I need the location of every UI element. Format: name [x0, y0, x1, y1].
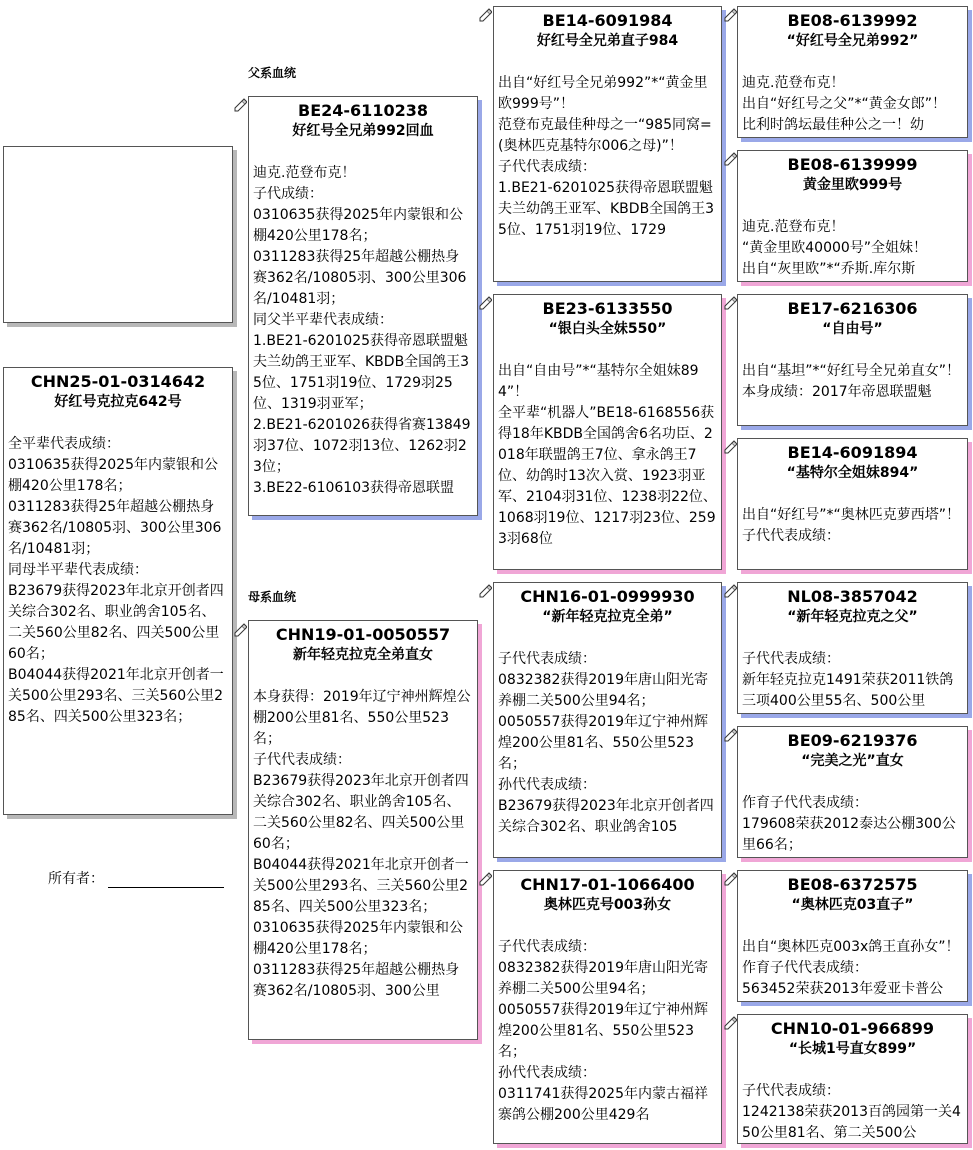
dss-card[interactable] — [737, 582, 968, 714]
dds-name: “奥林匹克03直子” — [791, 897, 914, 913]
dam-ring-number: CHN19-01-0050557 — [275, 625, 451, 644]
dss-description: 子代代表成绩： 新年轻克拉克1491荣获2011铁鸽三项400公里55名、500公里 — [742, 651, 954, 709]
ss-description: 出自“好红号全兄弟992”*“黄金里欧999号”！ 范登布克最佳种母之一“985同窝=(奥林匹克基特尔006之母)”！ 子代代表成绩： 1.BE21-6201025获得帝恩联盟魁夫兰幼鸽王亚军、KBDB全国鸽王35位、1751羽19位、1729 — [498, 75, 715, 238]
dss-name: “新年轻克拉克之父” — [787, 609, 918, 625]
subject-name: 好红号克拉克642号 — [54, 394, 182, 410]
ss-name: 好红号全兄弟直子984 — [536, 33, 679, 49]
sire-ring-number: BE24-6110238 — [298, 101, 428, 120]
sss-name: “好红号全兄弟992” — [786, 33, 919, 49]
dsd-name: “完美之光”直女 — [801, 753, 904, 769]
ddd-ring-number: CHN10-01-966899 — [770, 1019, 935, 1038]
subject-ring-number: CHN25-01-0314642 — [30, 372, 206, 391]
subject-card[interactable] — [3, 367, 233, 815]
edit-pencil-icon[interactable] — [233, 623, 247, 637]
edit-pencil-icon[interactable] — [723, 152, 737, 166]
sd-name: “银白头全妹550” — [548, 321, 667, 337]
sire-card[interactable] — [248, 96, 478, 516]
ssd-name: 黄金里欧999号 — [802, 177, 903, 193]
ss-ring-number: BE14-6091984 — [542, 11, 673, 30]
edit-pencil-icon[interactable] — [723, 1016, 737, 1030]
ddd-name: “长城1号直女899” — [788, 1041, 917, 1057]
ssd-card[interactable] — [737, 150, 968, 282]
owner-signature-line[interactable] — [108, 875, 224, 888]
ssd-description: 迪克.范登布克！ “黄金里欧40000号”全姐妹！ 出自“灰里欧”*“乔斯.库尔斯 — [742, 219, 928, 277]
owner-field — [48, 868, 224, 888]
dds-description: 出自“奥林匹克003x鸽王直孙女”！作育子代代表成绩： 563452荣获2013年爱亚卡普公 — [742, 939, 960, 997]
sire-description: 迪克.范登布克！ 子代成绩： 0310635获得2025年内蒙银和公棚420公里178名； 0311283获得25年超越公棚热身赛362名/10805羽、300公里306名/10481羽； 同父半平辈代表成绩： 1.BE21-6201025获得帝恩联盟魁夫兰幼鸽王亚军、KBDB全国鸽王35位、1751羽19位、1729羽25位、1319羽亚军； 2.BE21-6201026获得省赛13849羽37位、1072羽13位、1262羽23位； 3.BE22-6106103获得帝恩联盟 — [253, 165, 471, 496]
edit-pencil-icon[interactable] — [723, 728, 737, 742]
dd-ring-number: CHN17-01-1066400 — [520, 875, 695, 894]
sdd-name: “基特尔全姐妹894” — [786, 465, 919, 481]
edit-pencil-icon[interactable] — [478, 296, 492, 310]
owner-label: 所有者： — [48, 871, 104, 887]
sire-dam-card[interactable] — [493, 294, 722, 570]
ds-name: “新年轻克拉克全弟” — [542, 609, 673, 625]
sire-sire-card[interactable] — [493, 6, 722, 282]
ds-ring-number: CHN16-01-0999930 — [520, 587, 695, 606]
sss-ring-number: BE08-6139992 — [787, 11, 918, 30]
sdd-ring-number: BE14-6091894 — [787, 443, 918, 462]
edit-pencil-icon[interactable] — [723, 872, 737, 886]
edit-pencil-icon[interactable] — [233, 98, 247, 112]
dam-description: 本身获得：2019年辽宁神州辉煌公棚200公里81名、550公里523名； 子代代表成绩： B23679获得2023年北京开创者四关综合302名、职业鸽舍105名、二关560公里82名、四关500公里60名； B04044获得2021年北京开创者一关500公里293名、三关560公里285名、四关500公里323名； 0310635获得2025年内蒙银和公棚420公里178名； 0311283获得25年超越公棚热身赛362名/10805羽、300公里 — [253, 689, 471, 999]
sds-name: “自由号” — [822, 321, 883, 337]
sdd-description: 出自“好红号”*“奥林匹克萝西塔”！ 子代代表成绩： — [742, 507, 961, 544]
dsd-ring-number: BE09-6219376 — [787, 731, 918, 750]
edit-pencil-icon[interactable] — [723, 8, 737, 22]
edit-pencil-icon[interactable] — [478, 8, 492, 22]
dam-card[interactable] — [248, 620, 478, 1040]
sd-ring-number: BE23-6133550 — [542, 299, 673, 318]
dd-name: 奥林匹克号003孙女 — [543, 897, 672, 913]
dds-card[interactable] — [737, 870, 968, 1002]
edit-pencil-icon[interactable] — [723, 584, 737, 598]
dam-dam-card[interactable] — [493, 870, 722, 1144]
mother-line-label: 母系血统 — [248, 590, 297, 604]
ds-description: 子代代表成绩： 0832382获得2019年唐山阳光寄养棚二关500公里94名； 0050557获得2019年辽宁神州辉煌200公里81名、550公里523名； 孙代代表成绩： B23679获得2023年北京开创者四关综合302名、职业鸽舍105 — [498, 651, 714, 835]
sds-card[interactable] — [737, 294, 968, 426]
subject-description: 全平辈代表成绩： 0310635获得2025年内蒙银和公棚420公里178名； 0311283获得25年超越公棚热身赛362名/10805羽、300公里306名/10481羽； 同母半平辈代表成绩： B23679获得2023年北京开创者四关综合302名、职业鸽舍105名、二关560公里82名、四关500公里60名； B04044获得2021年北京开创者一关500公里293名、三关560公里285名、四关500公里323名； — [8, 436, 224, 725]
sire-name: 好红号全兄弟992回血 — [292, 123, 434, 139]
dds-ring-number: BE08-6372575 — [787, 875, 918, 894]
ddd-description: 子代代表成绩： 1242138荣获2013百鸽园第一关450公里81名、第二关500公 — [742, 1083, 961, 1141]
dsd-description: 作育子代代表成绩： 179608荣获2012泰达公棚300公里66名； — [742, 795, 956, 853]
ddd-card[interactable] — [737, 1014, 968, 1144]
sdd-card[interactable] — [737, 438, 968, 570]
sds-description: 出自“基坦”*“好红号全兄弟直女”！ 本身成绩：2017年帝恩联盟魁 — [742, 363, 961, 400]
sss-card[interactable] — [737, 6, 968, 138]
pigeon-photo-placeholder — [3, 146, 233, 323]
edit-pencil-icon[interactable] — [478, 584, 492, 598]
edit-pencil-icon[interactable] — [723, 296, 737, 310]
dam-name: 新年轻克拉克全弟直女 — [293, 647, 433, 663]
edit-pencil-icon[interactable] — [723, 440, 737, 454]
dsd-card[interactable] — [737, 726, 968, 858]
sds-ring-number: BE17-6216306 — [787, 299, 918, 318]
dss-ring-number: NL08-3857042 — [787, 587, 918, 606]
sss-description: 迪克.范登布克！ 出自“好红号之父”*“黄金女郎”！ 比利时鸽坛最佳种公之一！幼 — [742, 75, 947, 133]
sd-description: 出自“自由号”*“基特尔全姐妹894”！ 全平辈“机器人”BE18-6168556获得18年KBDB全国鸽舍6名功臣、2018年联盟鸽王7位、拿永鸽王7位、幼鸽时13次入赏、1923羽亚军、2104羽31位、1238羽22位、1068羽19位、1217羽23位、2593羽68位 — [498, 363, 717, 547]
edit-pencil-icon[interactable] — [478, 872, 492, 886]
father-line-label: 父系血统 — [248, 66, 297, 80]
ssd-ring-number: BE08-6139999 — [787, 155, 918, 174]
dd-description: 子代代表成绩： 0832382获得2019年唐山阳光寄养棚二关500公里94名； 0050557获得2019年辽宁神州辉煌200公里81名、550公里523名； 孙代代表成绩： 0311741获得2025年内蒙古福祥寨鸽公棚200公里429名 — [498, 939, 708, 1123]
dam-sire-card[interactable] — [493, 582, 722, 858]
